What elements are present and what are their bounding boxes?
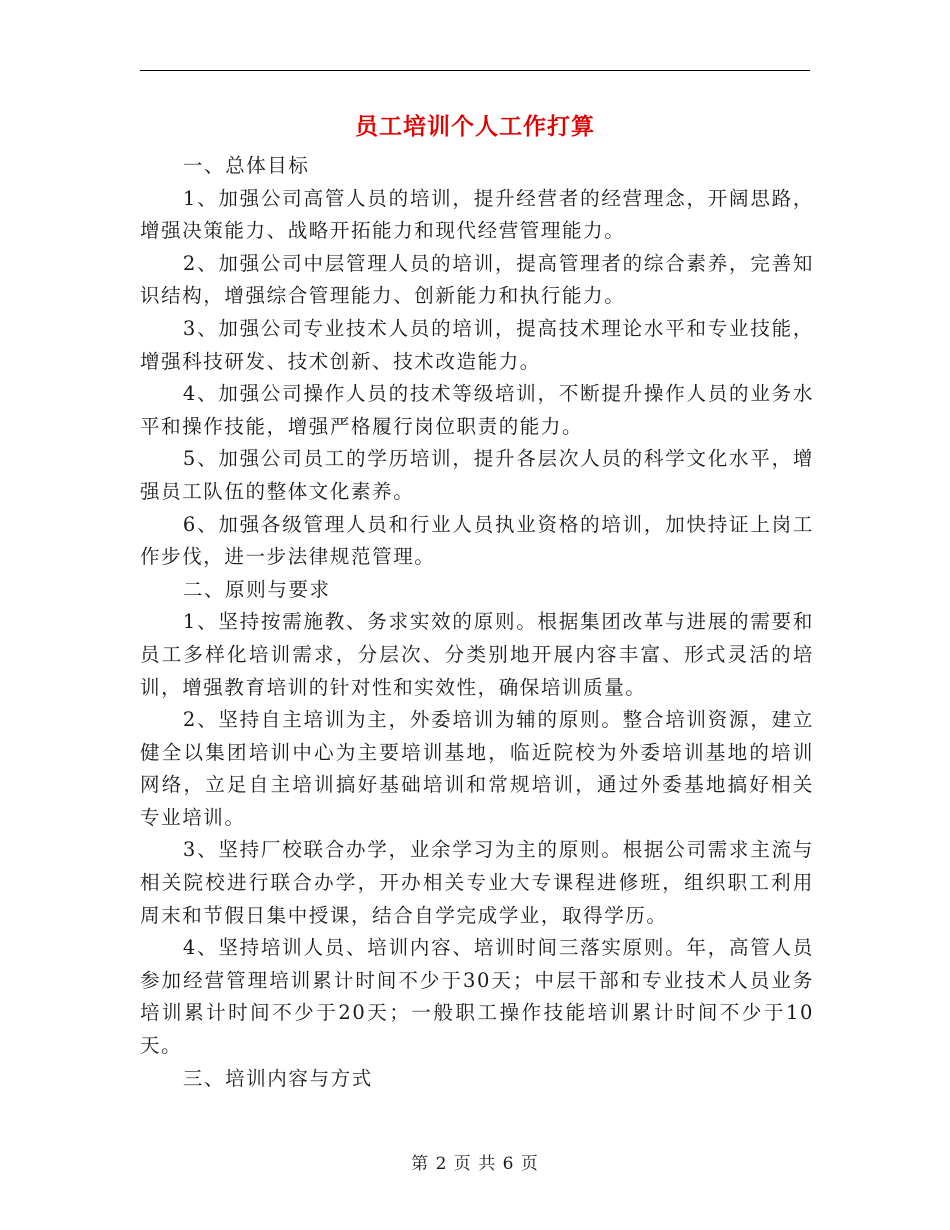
body-paragraph: 6、加强各级管理人员和行业人员执业资格的培训，加快持证上岗工作步伐，进一步法律规范管理。 xyxy=(140,512,814,569)
body-paragraph: 4、坚持培训人员、培训内容、培训时间三落实原则。年，高管人员参加经营管理培训累计时间不少于30天；中层干部和专业技术人员业务培训累计时间不少于20天；一般职工操作技能培训累计时间不少于10天。 xyxy=(140,936,814,1058)
body-paragraph: 2、坚持自主培训为主，外委培训为辅的原则。整合培训资源，建立健全以集团培训中心为主要培训基地，临近院校为外委培训基地的培训网络，立足自主培训搞好基础培训和常规培训，通过外委基地搞好相关专业培训。 xyxy=(140,708,814,829)
body-paragraph: 3、坚持厂校联合办学，业余学习为主的原则。根据公司需求主流与相关院校进行联合办学，开办相关专业大专课程进修班，组织职工利用周末和节假日集中授课，结合自学完成学业，取得学历。 xyxy=(140,838,814,927)
body-paragraph: 2、加强公司中层管理人员的培训，提高管理者的综合素养，完善知识结构，增强综合管理能力、创新能力和执行能力。 xyxy=(140,251,814,308)
body-paragraph: 1、加强公司高管人员的培训，提升经营者的经营理念，开阔思路，增强决策能力、战略开拓能力和现代经营管理能力。 xyxy=(140,186,814,243)
section-heading: 一、总体目标 xyxy=(182,154,310,177)
section-heading: 三、培训内容与方式 xyxy=(182,1066,373,1090)
body-paragraph: 3、加强公司专业技术人员的培训，提高技术理论水平和专业技能，增强科技研发、技术创新、技术改造能力。 xyxy=(140,316,814,373)
body-paragraph: 5、加强公司员工的学历培训，提升各层次人员的科学文化水平，增强员工队伍的整体文化素养。 xyxy=(140,447,814,503)
body-paragraph: 4、加强公司操作人员的技术等级培训，不断提升操作人员的业务水平和操作技能，增强严格履行岗位职责的能力。 xyxy=(140,382,814,438)
page-number-footer: 第 2 页 共 6 页 xyxy=(411,1154,539,1174)
body-paragraph: 1、坚持按需施教、务求实效的原则。根据集团改革与进展的需要和员工多样化培训需求，分层次、分类别地开展内容丰富、形式灵活的培训，增强教育培训的针对性和实效性，确保培训质量。 xyxy=(140,610,814,699)
document-title: 员工培训个人工作打算 xyxy=(355,113,595,140)
section-heading: 二、原则与要求 xyxy=(182,577,331,601)
header-rule xyxy=(140,70,810,71)
document-body xyxy=(140,150,814,1095)
